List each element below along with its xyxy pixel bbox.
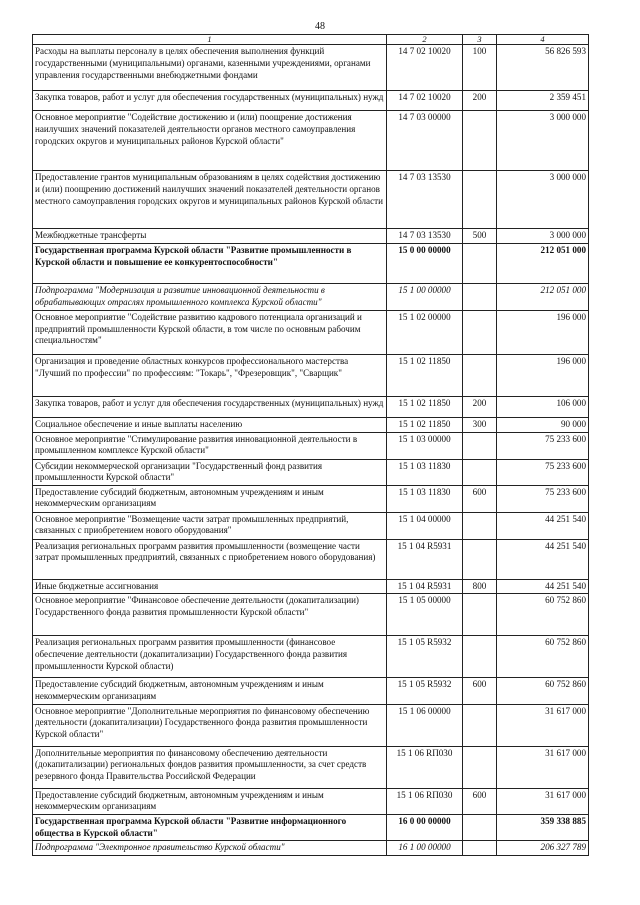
row-name: Реализация региональных программ развития промышленности (финансовое обеспечение деятельности (докапитализации) Государственного фонда развития промышленности Курской области) (33, 636, 387, 678)
row-name: Основное мероприятие "Возмещение части затрат промышленных предприятий, связанных с приобретением нового оборудования" (33, 512, 387, 539)
row-code: 15 1 06 00000 (387, 704, 463, 746)
row-name: Реализация региональных программ развития промышленности (возмещение части затрат промышленных предприятий, связанных с приобретением нового оборудования) (33, 539, 387, 579)
row-name: Предоставление субсидий бюджетным, автономным учреждениям и иным некоммерческим организациям (33, 485, 387, 512)
row-code: 15 1 04 00000 (387, 512, 463, 539)
row-amount: 196 000 (497, 310, 589, 354)
table-row (33, 243, 589, 283)
row-amount: 60 752 860 (497, 594, 589, 636)
row-code: 15 1 06 RП030 (387, 788, 463, 814)
table-row (33, 283, 589, 310)
row-amount: 206 327 789 (497, 841, 589, 856)
row-name: Закупка товаров, работ и услуг для обеспечения государственных (муниципальных) нужд (33, 396, 387, 417)
row-name: Государственная программа Курской области "Развитие информационного общества в Курской области" (33, 814, 387, 840)
table-row (33, 594, 589, 636)
column-number-2: 2 (387, 35, 463, 45)
row-amount: 75 233 600 (497, 432, 589, 459)
row-amount: 359 338 885 (497, 814, 589, 840)
page-number: 48 (315, 21, 325, 32)
row-code: 15 1 03 11830 (387, 485, 463, 512)
row-name: Государственная программа Курской области "Развитие промышленности в Курской области и повышение ее конкурентоспособности" (33, 243, 387, 283)
column-number-4: 4 (497, 35, 589, 45)
row-amount: 44 251 540 (497, 579, 589, 594)
row-name: Основное мероприятие "Дополнительные мероприятия по финансовому обеспечению деятельности (докапитализации) Государственного фонда развития промышленности Курской области" (33, 704, 387, 746)
row-code: 15 1 03 00000 (387, 432, 463, 459)
table-row (33, 417, 589, 432)
row-code: 15 1 05 R5932 (387, 678, 463, 704)
row-expense-type (463, 243, 497, 283)
row-code: 15 1 02 11850 (387, 396, 463, 417)
table-row (33, 310, 589, 354)
row-amount: 75 233 600 (497, 485, 589, 512)
row-code: 15 0 00 00000 (387, 243, 463, 283)
row-name: Основное мероприятие "Стимулирование развития инновационной деятельности в промышленном комплексе Курской области" (33, 432, 387, 459)
row-amount: 3 000 000 (497, 111, 589, 171)
row-code: 14 7 03 13530 (387, 229, 463, 244)
row-name: Социальное обеспечение и иные выплаты населению (33, 417, 387, 432)
table-row (33, 432, 589, 459)
row-expense-type (463, 459, 497, 485)
table-row (33, 814, 589, 840)
row-name: Расходы на выплаты персоналу в целях обеспечения выполнения функций государственными (муниципальными) органами, казенными учреждениями, органами управления государственными внебюджетными фондами (33, 45, 387, 91)
row-expense-type (463, 111, 497, 171)
row-code: 15 1 03 11830 (387, 459, 463, 485)
row-amount: 212 051 000 (497, 283, 589, 310)
row-name: Основное мероприятие "Содействие развитию кадрового потенциала организаций и предприятий промышленности Курской области, в том числе по основным рабочим специальностям" (33, 310, 387, 354)
row-amount: 3 000 000 (497, 229, 589, 244)
table-row (33, 841, 589, 856)
row-name: Дополнительные мероприятия по финансовому обеспечению деятельности (докапитализации) региональных фондов развития промышленности, за счет средств резервного фонда Правительства Российской Федерации (33, 746, 387, 788)
row-expense-type (463, 432, 497, 459)
row-expense-type (463, 841, 497, 856)
table-row (33, 746, 589, 788)
row-name: Предоставление субсидий бюджетным, автономным учреждениям и иным некоммерческим организациям (33, 678, 387, 704)
table-body (33, 45, 589, 856)
row-code: 15 1 06 RП030 (387, 746, 463, 788)
table-row (33, 91, 589, 111)
row-expense-type (463, 594, 497, 636)
row-code: 16 1 00 00000 (387, 841, 463, 856)
row-name: Предоставление субсидий бюджетным, автономным учреждениям и иным некоммерческим организациям (33, 788, 387, 814)
table-row (33, 45, 589, 91)
row-expense-type (463, 746, 497, 788)
row-expense-type (463, 283, 497, 310)
row-code: 14 7 03 13530 (387, 171, 463, 229)
row-code: 15 1 05 00000 (387, 594, 463, 636)
row-code: 16 0 00 00000 (387, 814, 463, 840)
row-amount: 3 000 000 (497, 171, 589, 229)
table-row (33, 704, 589, 746)
row-expense-type (463, 354, 497, 396)
row-amount: 31 617 000 (497, 704, 589, 746)
row-expense-type: 200 (463, 396, 497, 417)
row-code: 14 7 03 00000 (387, 111, 463, 171)
row-expense-type: 200 (463, 91, 497, 111)
table-row (33, 678, 589, 704)
table-row (33, 579, 589, 594)
row-amount: 31 617 000 (497, 788, 589, 814)
row-expense-type: 600 (463, 678, 497, 704)
table-row (33, 788, 589, 814)
budget-table (32, 34, 589, 856)
row-name: Межбюджетные трансферты (33, 229, 387, 244)
table-row (33, 171, 589, 229)
row-amount: 106 000 (497, 396, 589, 417)
row-code: 15 1 04 R5931 (387, 579, 463, 594)
row-name: Закупка товаров, работ и услуг для обеспечения государственных (муниципальных) нужд (33, 91, 387, 111)
table-row (33, 354, 589, 396)
row-amount: 212 051 000 (497, 243, 589, 283)
row-name: Основное мероприятие "Финансовое обеспечение деятельности (докапитализации) Государственного фонда развития промышленности Курской области" (33, 594, 387, 636)
row-expense-type: 500 (463, 229, 497, 244)
row-amount: 44 251 540 (497, 539, 589, 579)
row-amount: 2 359 451 (497, 91, 589, 111)
row-name: Иные бюджетные ассигнования (33, 579, 387, 594)
row-code: 15 1 02 11850 (387, 354, 463, 396)
row-expense-type (463, 171, 497, 229)
row-amount: 44 251 540 (497, 512, 589, 539)
row-amount: 90 000 (497, 417, 589, 432)
column-number-1: 1 (33, 35, 387, 45)
row-name: Подпрограмма "Электронное правительство Курской области" (33, 841, 387, 856)
row-name: Основное мероприятие "Содействие достижению и (или) поощрение достижения наилучших значений показателей деятельности органов местного самоуправления городских округов и муниципальных районов Курской области" (33, 111, 387, 171)
row-name: Подпрограмма "Модернизация и развитие инновационной деятельности в обрабатывающих отраслях промышленного комплекса Курской области" (33, 283, 387, 310)
row-code: 15 1 04 R5931 (387, 539, 463, 579)
table-row (33, 111, 589, 171)
row-expense-type (463, 539, 497, 579)
row-expense-type (463, 310, 497, 354)
row-code: 14 7 02 10020 (387, 45, 463, 91)
row-amount: 60 752 860 (497, 678, 589, 704)
row-expense-type (463, 636, 497, 678)
row-name: Предоставление грантов муниципальным образованиям в целях содействия достижению и (или) поощрению достижений наилучших значений показателей деятельности органов местного самоуправления городских округов и муниципальных районов Курской области (33, 171, 387, 229)
table-row (33, 229, 589, 244)
row-amount: 196 000 (497, 354, 589, 396)
row-expense-type: 600 (463, 485, 497, 512)
row-code: 15 1 00 00000 (387, 283, 463, 310)
row-code: 15 1 02 00000 (387, 310, 463, 354)
table-row (33, 539, 589, 579)
row-code: 14 7 02 10020 (387, 91, 463, 111)
row-expense-type (463, 814, 497, 840)
table-row (33, 459, 589, 485)
table-row (33, 512, 589, 539)
table-row (33, 396, 589, 417)
table-row (33, 636, 589, 678)
row-amount: 56 826 593 (497, 45, 589, 91)
row-amount: 31 617 000 (497, 746, 589, 788)
row-name: Организация и проведение областных конкурсов профессионального мастерства "Лучший по профессии" по профессиям: "Токарь", "Фрезеровщик", "Сварщик" (33, 354, 387, 396)
row-name: Субсидии некоммерческой организации "Государственный фонд развития промышленности Курской области" (33, 459, 387, 485)
row-code: 15 1 02 11850 (387, 417, 463, 432)
row-expense-type: 300 (463, 417, 497, 432)
row-expense-type: 100 (463, 45, 497, 91)
table-row (33, 485, 589, 512)
row-code: 15 1 05 R5932 (387, 636, 463, 678)
row-expense-type (463, 704, 497, 746)
row-amount: 60 752 860 (497, 636, 589, 678)
row-expense-type: 800 (463, 579, 497, 594)
row-expense-type: 600 (463, 788, 497, 814)
column-number-3: 3 (463, 35, 497, 45)
column-number-header (33, 35, 589, 45)
row-expense-type (463, 512, 497, 539)
row-amount: 75 233 600 (497, 459, 589, 485)
